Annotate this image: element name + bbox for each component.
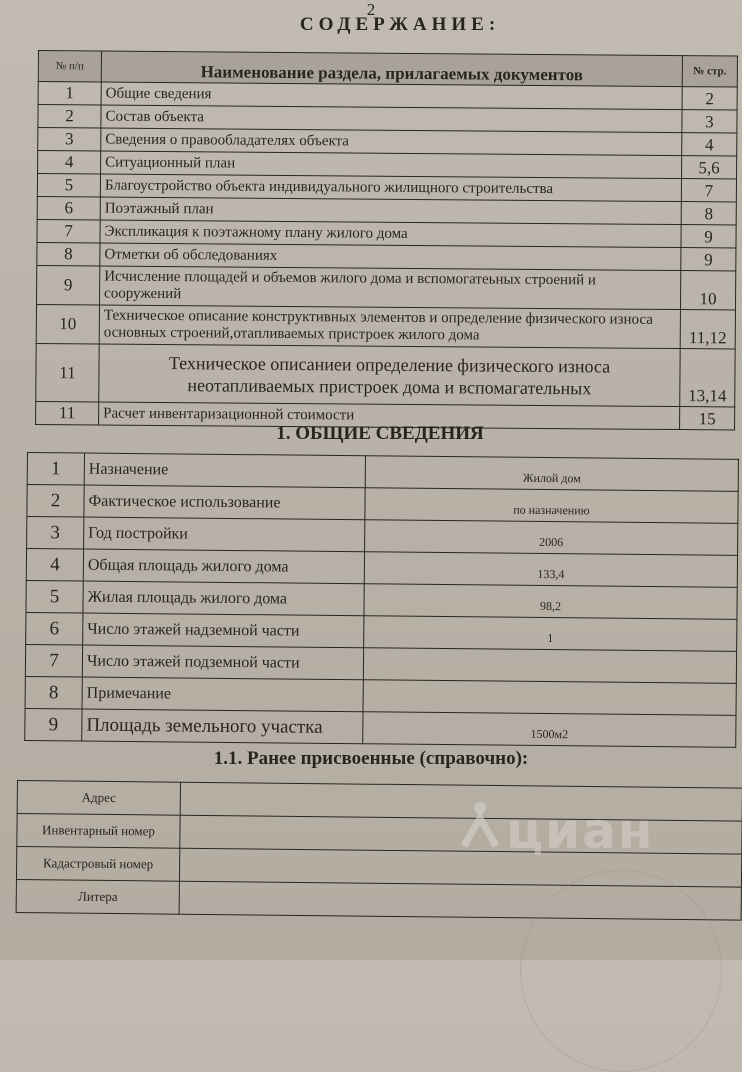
toc-row-page: 9 — [681, 248, 736, 271]
toc-row-page: 8 — [681, 202, 736, 225]
toc-row-page: 13,14 — [680, 349, 735, 407]
general-row-value: Жилой дом — [365, 456, 738, 492]
general-row-value: 2006 — [365, 520, 738, 556]
general-row-label: Год постройки — [84, 517, 365, 552]
general-row-value: 1500м2 — [363, 712, 736, 748]
toc-row-name: Исчисление площадей и объемов жилого дома и вспомогатеьных строений и сооружений — [99, 266, 680, 310]
toc-row — [36, 343, 735, 406]
toc-row-num: 5 — [37, 174, 100, 197]
toc-row-name: Техническое описаниеи определение физического износа неотапливаемых пристроек дома и вспомагательных — [99, 344, 680, 407]
toc-row-page: 11,12 — [680, 310, 735, 349]
toc-header-name: Наименование раздела, прилагаемых документов — [101, 51, 682, 87]
previous-row-label: Адрес — [17, 781, 180, 816]
general-row-num: 5 — [26, 580, 83, 613]
watermark-brand: циан — [506, 802, 655, 860]
general-row-value — [363, 648, 736, 684]
toc-row-name: Благоустройство объекта индивидуального жилищного строительства — [100, 174, 681, 202]
general-row-label: Площадь земельного участка — [82, 709, 363, 744]
toc-row-num: 9 — [37, 265, 100, 304]
toc-row-name: Экспликация к поэтажному плану жилого дома — [100, 220, 681, 248]
toc-row-name: Ситуационный план — [101, 151, 682, 179]
general-row-num: 8 — [25, 676, 82, 709]
general-info-table — [24, 452, 739, 748]
toc-row-num: 11 — [36, 343, 99, 401]
toc-row-name: Состав объекта — [101, 105, 682, 133]
toc-row-num: 4 — [38, 151, 101, 174]
toc-row-name: Сведения о правообладателях объекта — [101, 128, 682, 156]
general-row-label: Назначение — [84, 453, 365, 488]
toc-row-page: 15 — [680, 407, 735, 430]
toc-header-page: № стр. — [682, 56, 737, 87]
general-row-label: Общая площадь жилого дома — [83, 549, 364, 584]
section-title-general: 1. ОБЩИЕ СВЕДЕНИЯ — [276, 423, 484, 444]
toc-row-page: 2 — [682, 87, 737, 110]
general-row-label: Фактическое использование — [84, 485, 365, 520]
toc-row-num: 7 — [37, 219, 100, 242]
toc-header-num: № п/п — [38, 51, 101, 82]
general-row-value: по назначению — [365, 488, 738, 524]
general-row-num: 3 — [27, 517, 84, 550]
previous-row-label: Литера — [16, 879, 179, 914]
toc-row-num: 6 — [37, 196, 100, 219]
toc-row-page: 4 — [682, 133, 737, 156]
toc-row-name: Расчет инвентаризационной стоимости — [99, 402, 680, 430]
toc-row-name: Общие сведения — [101, 82, 682, 110]
general-row-label: Примечание — [82, 677, 363, 712]
toc-row-page: 10 — [680, 271, 735, 310]
page-number: 2 — [366, 0, 376, 19]
toc-row-num: 11 — [36, 401, 99, 424]
toc-row — [36, 304, 735, 348]
toc-row — [37, 265, 736, 309]
toc-row-name: Отметки об обследованиях — [100, 243, 681, 271]
toc-row-num: 3 — [38, 128, 101, 151]
toc-row-num: 2 — [38, 105, 101, 128]
general-row-num: 9 — [25, 708, 82, 741]
toc-row-page: 5,6 — [682, 156, 737, 179]
table-of-contents — [35, 50, 738, 430]
general-row-label: Число этажей подземной части — [82, 645, 363, 680]
general-row — [25, 708, 736, 747]
toc-row-num: 1 — [38, 82, 101, 105]
general-row-num: 6 — [26, 612, 83, 645]
toc-row-page: 7 — [681, 179, 736, 202]
toc-row-name: Поэтажный план — [100, 197, 681, 225]
document-title: СОДЕРЖАНИЕ: — [299, 14, 501, 35]
general-row-value: 98,2 — [364, 584, 737, 620]
general-row-value: 1 — [364, 616, 737, 652]
section-title-previous: 1.1. Ранее присвоенные (справочно): — [213, 748, 529, 769]
general-row-num: 7 — [25, 644, 82, 677]
previous-row-label: Инвентарный номер — [17, 814, 180, 849]
general-row-num: 4 — [26, 549, 83, 582]
general-row-num: 1 — [27, 453, 84, 486]
toc-row-page: 3 — [682, 110, 737, 133]
general-row-value: 133,4 — [364, 552, 737, 588]
previous-row-label: Кадастровый номер — [16, 847, 179, 882]
general-row-value — [363, 680, 736, 716]
toc-row-name: Техническое описание конструктивных элементов и определение физического износа основных строений,отапливаемых пристроек жилого дома — [99, 305, 680, 349]
general-row-num: 2 — [27, 485, 84, 518]
toc-row-num: 8 — [37, 242, 100, 265]
toc-row-page: 9 — [681, 225, 736, 248]
stamp-outline — [520, 870, 722, 1072]
general-row-label: Жилая площадь жилого дома — [83, 581, 364, 616]
toc-row-num: 10 — [36, 304, 99, 343]
general-row-label: Число этажей надземной части — [83, 613, 364, 648]
